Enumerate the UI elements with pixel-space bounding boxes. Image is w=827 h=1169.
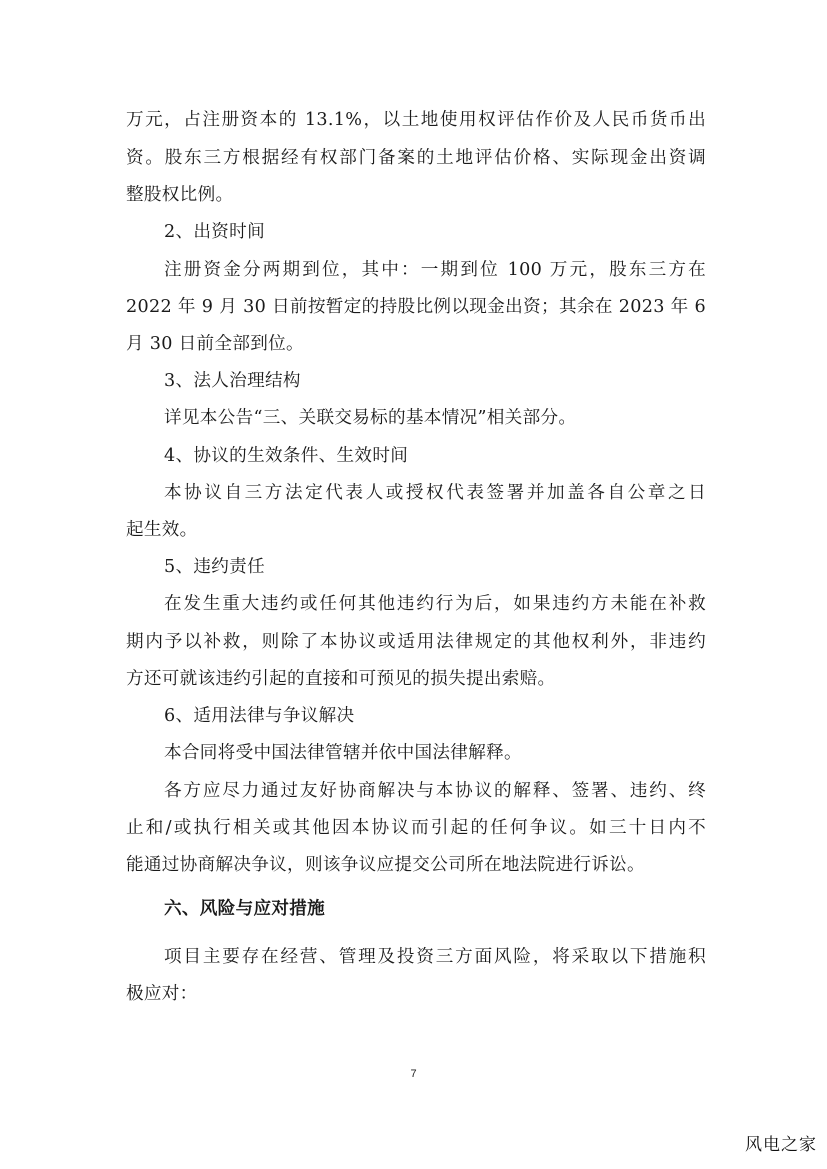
- paragraph-line: 月 30 日前全部到位。: [126, 334, 304, 354]
- subheading-4: 4、协议的生效条件、生效时间: [164, 446, 409, 466]
- subheading-3: 3、法人治理结构: [164, 371, 301, 391]
- paragraph-line: 极应对：: [126, 984, 198, 1004]
- page-number: 7: [410, 1068, 417, 1080]
- subheading-5: 5、违约责任: [164, 557, 265, 577]
- paragraph-line: 注册资金分两期到位，其中：一期到位 100 万元，股东三方在: [164, 260, 706, 280]
- paragraph-line: 在发生重大违约或任何其他违约行为后，如果违约方未能在补救: [164, 594, 706, 614]
- paragraph-line: 本协议自三方法定代表人或授权代表签署并加盖各自公章之日: [164, 483, 706, 503]
- subheading-2: 2、出资时间: [164, 222, 265, 242]
- paragraph-line: 详见本公告“三、关联交易标的基本情况”相关部分。: [164, 408, 577, 428]
- watermark: 风电之家: [745, 1135, 817, 1155]
- paragraph-line: 方还可就该违约引起的直接和可预见的损失提出索赔。: [126, 669, 556, 689]
- paragraph-line: 起生效。: [126, 520, 198, 540]
- paragraph-line: 能通过协商解决争议，则该争议应提交公司所在地法院进行诉讼。: [126, 855, 645, 875]
- paragraph-line: 各方应尽力通过友好协商解决与本协议的解释、签署、违约、终: [164, 781, 706, 801]
- paragraph-line: 2022 年 9 月 30 日前按暂定的持股比例以现金出资；其余在 2023 年 6: [126, 297, 706, 317]
- subheading-6: 6、适用法律与争议解决: [164, 706, 355, 726]
- paragraph-line: 项目主要存在经营、管理及投资三方面风险，将采取以下措施积: [164, 947, 706, 967]
- paragraph-line: 本合同将受中国法律管辖并依中国法律解释。: [164, 743, 522, 763]
- section-heading: 六、风险与应对措施: [164, 899, 326, 919]
- paragraph-line: 止和/或执行相关或其他因本协议而引起的任何争议。如三十日内不: [126, 818, 706, 838]
- paragraph-line: 整股权比例。: [126, 185, 234, 205]
- paragraph-line: 万元，占注册资本的 13.1%，以土地使用权评估作价及人民币货币出: [126, 110, 706, 130]
- paragraph-line: 期内予以补救，则除了本协议或适用法律规定的其他权利外，非违约: [126, 632, 706, 652]
- paragraph-line: 资。股东三方根据经有权部门备案的土地评估价格、实际现金出资调: [126, 148, 706, 168]
